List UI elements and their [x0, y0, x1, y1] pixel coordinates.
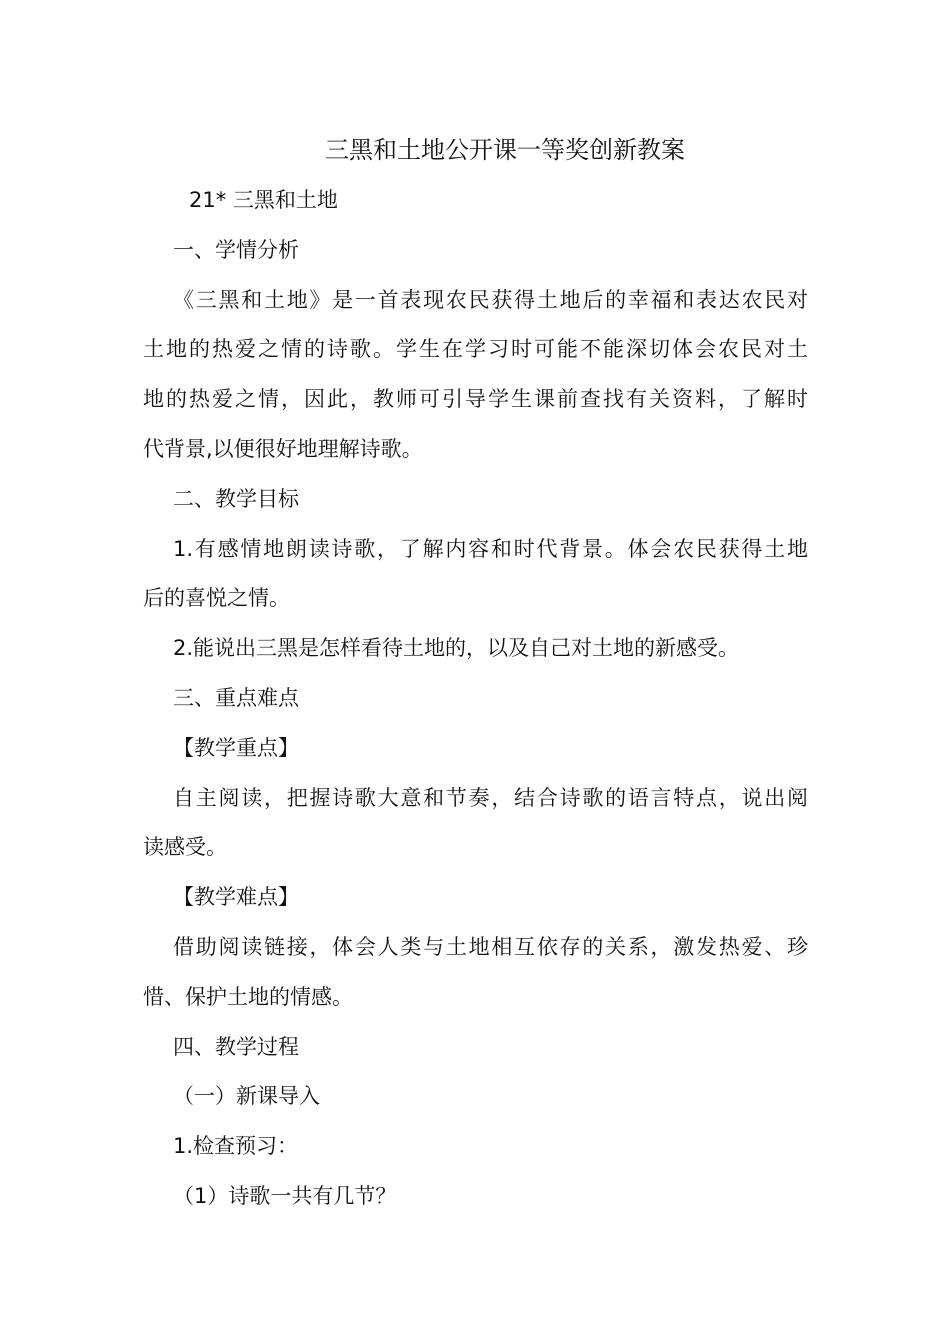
paragraph-difficulty: [143, 923, 808, 1023]
section-heading-goals: 二、教学目标: [173, 486, 299, 511]
subsection-heading-intro: （一）新课导入: [173, 1084, 320, 1109]
paragraph-line: 自主阅读，把握诗歌大意和节奏，结合诗歌的语言特点，说出阅: [173, 785, 808, 810]
paragraph-key-point: [143, 774, 808, 874]
section-heading-analysis: 一、学情分析: [173, 237, 299, 262]
paragraph-line: 代背景,以便很好地理解诗歌。: [143, 436, 423, 461]
document-title: 三黑和土地公开课一等奖创新教案: [325, 136, 685, 164]
section-heading-key-points: 三、重点难点: [173, 685, 299, 710]
paragraph-goal-2: 2.能说出三黑是怎样看待土地的，以及自己对土地的新感受。: [173, 636, 740, 661]
paragraph-line: 《三黑和土地》是一首表现农民获得土地后的幸福和表达农民对: [173, 287, 808, 312]
paragraph-analysis: [143, 276, 808, 475]
paragraph-line: 1.有感情地朗读诗歌，了解内容和时代背景。体会农民获得土地: [173, 536, 808, 561]
lesson-heading: 21* 三黑和土地: [189, 188, 338, 212]
step-check-preview: 1.检查预习：: [173, 1134, 299, 1159]
paragraph-line: 惜、保护土地的情感。: [143, 984, 353, 1009]
section-heading-process: 四、教学过程: [173, 1034, 299, 1059]
question-item: （1）诗歌一共有几节？: [173, 1183, 397, 1208]
document-body: [143, 176, 808, 1222]
difficulty-label: 【教学难点】: [173, 885, 299, 910]
paragraph-line: 读感受。: [143, 835, 227, 860]
key-point-label: 【教学重点】: [173, 735, 299, 760]
paragraph-line: 后的喜悦之情。: [143, 586, 290, 611]
paragraph-line: 借助阅读链接，体会人类与土地相互依存的关系，激发热爱、珍: [173, 934, 808, 959]
paragraph-line: 土地的热爱之情的诗歌。学生在学习时可能不能深切体会农民对土: [143, 337, 808, 362]
paragraph-goal-1: [143, 525, 808, 625]
paragraph-line: 地的热爱之情，因此，教师可引导学生课前查找有关资料，了解时: [143, 387, 808, 412]
